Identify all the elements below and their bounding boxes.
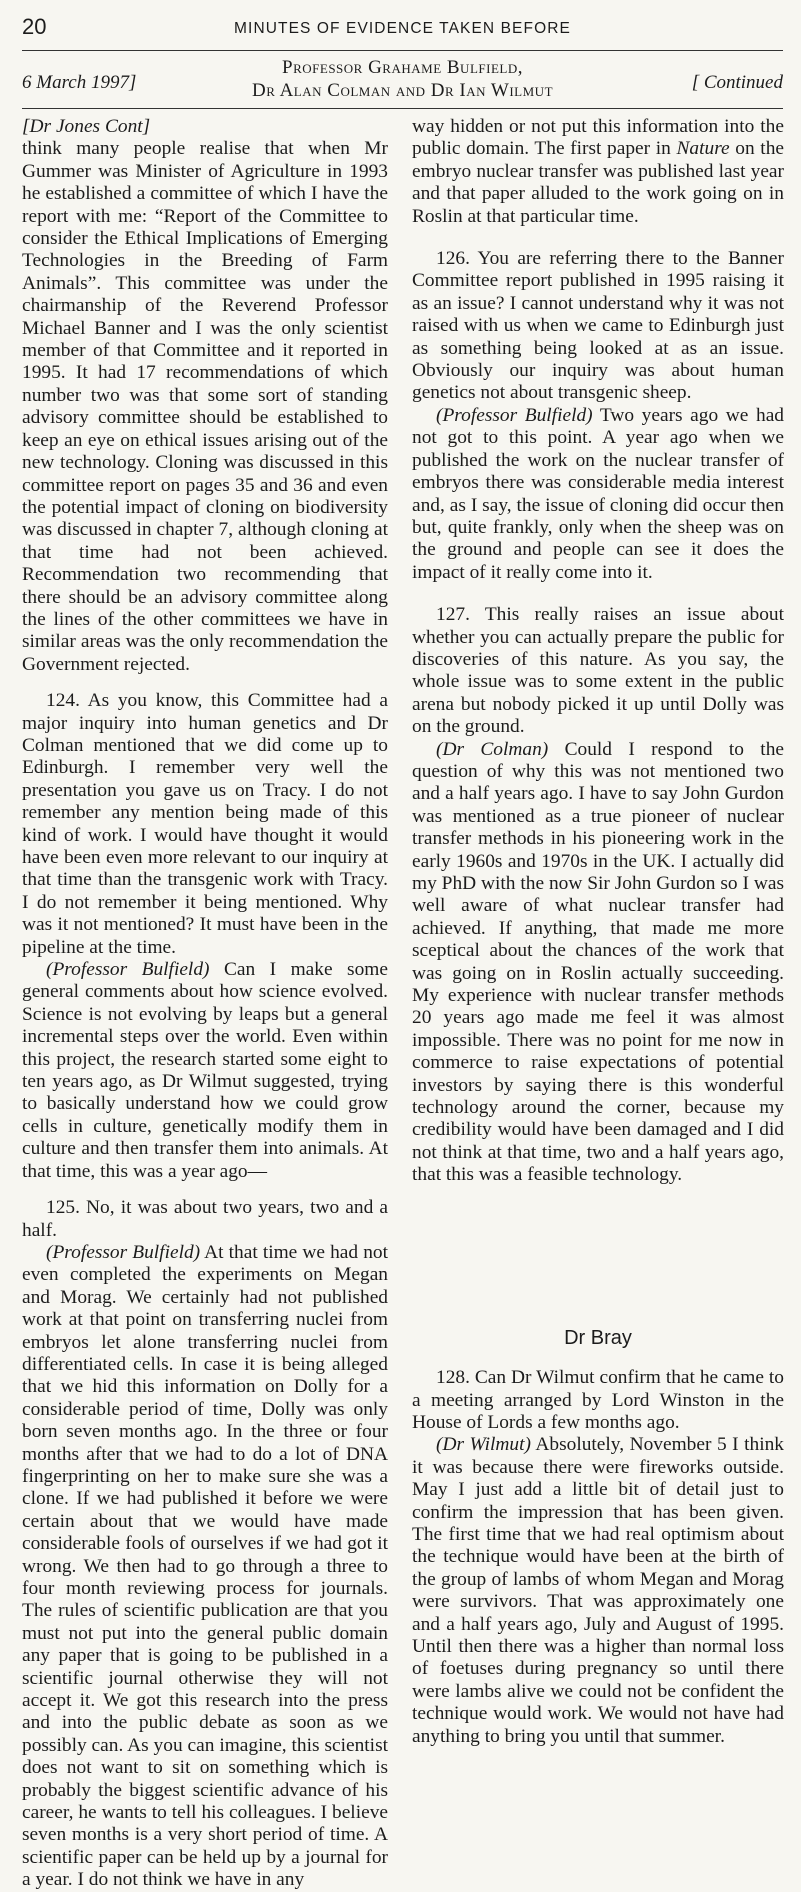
witness-line-1: Professor Grahame Bulfield, <box>282 57 523 78</box>
answer-paragraph <box>412 405 784 584</box>
continued-label: [ Continued <box>691 72 783 93</box>
header-rule-top <box>22 50 783 51</box>
question-126: 126. You are referring there to the Banner Committee report published in 1995 raising it as an issue? I cannot understand why it was not raised with us when we came to Edinburgh just as something being looked at as an issue. Obviously our inquiry was about human genetics not about transgenic sheep. <box>412 248 784 404</box>
page-number: 20 <box>22 14 47 39</box>
question-128: 128. Can Dr Wilmut confirm that he came to a meeting arranged by Lord Winston in the House of Lords a few months ago. <box>412 1367 784 1433</box>
header-rule-bottom <box>22 108 783 109</box>
witness-line-2: Dr Alan Colman and Dr Ian Wilmut <box>251 80 554 101</box>
running-title: MINUTES OF EVIDENCE TAKEN BEFORE <box>234 20 571 37</box>
witness-header <box>22 54 783 106</box>
witness-names <box>22 56 783 102</box>
answer-text: Absolutely, November 5 I think it was because there were fireworks outside. May I just add a little bit of detail just to confirm the impression that has been given. The first time that we had real optimism about the technique would have been at the birth of the group of lambs of whom Megan and Morag were survivors. That was approximately one and a half years ago, July and August of 1995. Until then there was a higher than normal loss of foetuses during pregnancy so until there were lambs alive we could not be confident the technique would work. We would not have had anything to bring you until that summer. <box>412 1434 784 1747</box>
paragraph: think many people realise that when Mr Gummer was Minister of Agriculture in 1993 he established a committee of which I have the report with me: “Report of the Committee to consider the Ethical Implications of Emerging Technologies in the Breeding of Farm Animals”. This committee was under the chairmanship of the Reverend Professor Michael Banner and I was the only scientist member of that Committee and it reported in 1995. It had 17 recommendations of which number two was that some sort of standing advisory committee should be established to keep an eye on ethical issues arising out of the new technology. Cloning was discussed in this committee report on pages 35 and 36 and even the potential impact of cloning on biodiversity was discussed in chapter 7, although cloning at that time had not been achieved. Recommendation two recommending that there should be an advisory committee along the lines of the other committees we have in similar areas was the only recommendation the Government rejected. <box>22 138 388 675</box>
text-run: on the embryo nuclear transfer was published last year and that paper alluded to the work going on in Roslin at that particular time. <box>412 138 784 227</box>
left-column <box>22 116 388 1892</box>
question-124: 124. As you know, this Committee had a major inquiry into human genetics and Dr Colman mentioned that we did come up to Edinburgh. I remember very well the presentation you gave us on Tracy. I do not remember any mention being made of this kind of work. I would have thought it would have been even more relevant to our inquiry at that time than the transgenic work with Tracy. I do not remember it being mentioned. Why was it not mentioned? It must have been in the pipeline at the time. <box>22 690 388 958</box>
hearing-date: 6 March 1997] <box>22 72 137 93</box>
question-125: 125. No, it was about two years, two and a half. <box>22 1197 388 1241</box>
paragraph <box>412 116 784 228</box>
question-127: 127. This really raises an issue about whether you can actually prepare the public for discoveries of this nature. As you say, the whole issue was to some extent in the public arena but nobody picked it up until Dolly was on the ground. <box>412 604 784 738</box>
right-column <box>412 116 784 1748</box>
speaker-label: (Dr Colman) <box>436 738 549 760</box>
speaker-label: (Dr Wilmut) <box>436 1434 531 1456</box>
answer-text: At that time we had not even completed the experiments on Megan and Morag. We certainly had not published work at that point on transferring nuclei from embryos let alone transferring nuclei from differentiated cells. In case it is being alleged that we hid this information on Dolly for a considerable period of time, Dolly was only born seven months ago. In the three or four months after that we had to do a lot of DNA fingerprinting on her to make sure she was a clone. If we had published it before we were certain about that we would have made considerable fools of ourselves if we had got it wrong. We then had to go through a three to four month reviewing process for journals. The rules of scientific publication are that you must not put into the general public domain any paper that is going to be published in a scientific journal otherwise they will not accept it. We got this research into the press and into the public debate as soon as we possibly can. As you can imagine, this scientist does not want to sit on something which is probably the biggest scientific advance of his career, he wants to tell his colleagues. I believe seven months is a very short period of time. A scientific paper can be held up by a journal for a year. I do not think we have in any <box>22 1241 388 1891</box>
section-heading-dr-bray: Dr Bray <box>564 1326 632 1349</box>
answer-text: Can I make some general comments about how science evolved. Science is not evolving by leaps but a general incremental steps over the world. Even within this project, the research started some eight to ten years ago, as Dr Wilmut suggested, trying to basically understand how we could grow cells in culture, genetically modify them in culture and then transfer them into animals. At that time, this was a year ago— <box>22 959 388 1182</box>
answer-paragraph <box>412 1434 784 1748</box>
journal-name: Nature <box>676 138 730 160</box>
speaker-label: (Professor Bulfield) <box>46 959 210 981</box>
speaker-label: (Professor Bulfield) <box>46 1241 201 1263</box>
speaker-label: (Professor Bulfield) <box>436 404 593 426</box>
answer-paragraph <box>22 959 388 1183</box>
answer-paragraph <box>412 739 784 1187</box>
answer-text: Could I respond to the question of why this was not mentioned two and a half years ago. I have to say John Gurdon was mentioned as a true pioneer of nuclear transfer methods in his pioneering work in the early 1960s and 1970s in the UK. I actually did my PhD with the now Sir John Gurdon so I was well aware of what nuclear transfer had achieved. If anything, that made me more sceptical about the chances of the work that was going on in Roslin actually succeeding. My experience with nuclear transfer methods 20 years ago made me feel it was almost impossible. There was no point for me now in commerce to raise expectations of potential investors by saying there is this wonderful technology around the corner, because my credibility would have been damaged and I did not think at that time, two and a half years ago, that this was a feasible technology. <box>412 738 784 1186</box>
text-run: way hidden or not put this information into the public domain. The first paper in <box>412 116 784 160</box>
answer-text: Two years ago we had not got to this point. A year ago when we published the work on the nuclear transfer of embryos there was considerable media interest and, as I say, the issue of cloning did occur then but, quite frankly, only when the sheep was on the ground and people can see it does the impact of it really come into it. <box>412 404 784 583</box>
page-header <box>22 8 783 50</box>
speaker-heading: [Dr Jones Cont] <box>22 116 151 137</box>
answer-paragraph <box>22 1242 388 1892</box>
